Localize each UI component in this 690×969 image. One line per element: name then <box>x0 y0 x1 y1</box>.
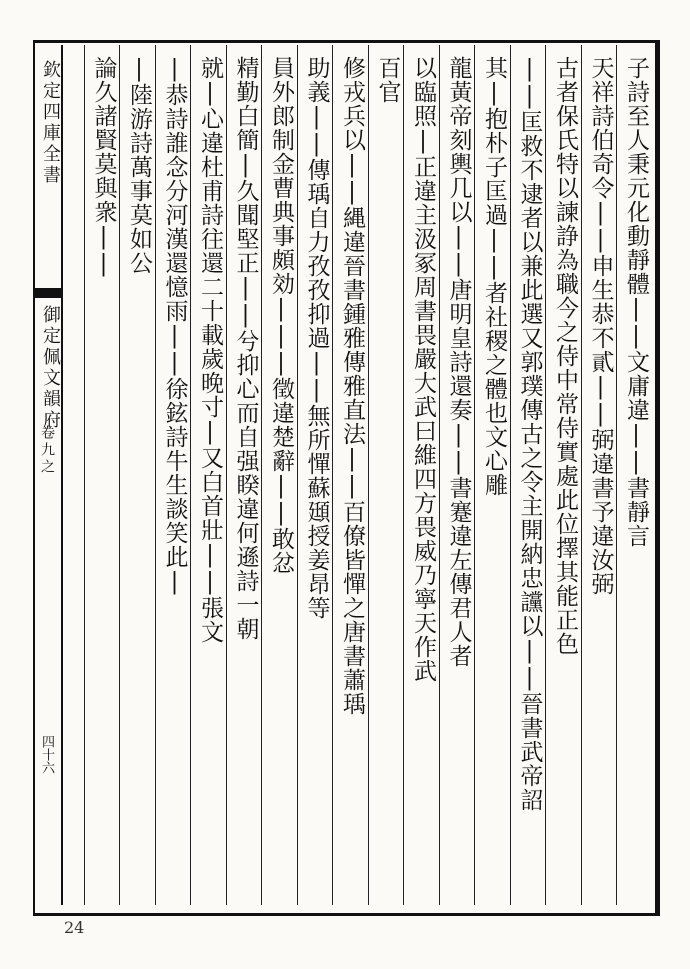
column-rule <box>297 45 298 905</box>
column-rule <box>332 45 333 905</box>
text-column: 古者保氏特以諫諍為職今之侍中常侍實處此位擇其能正色 <box>552 56 578 656</box>
column-rule <box>474 45 475 905</box>
column-rule <box>261 45 262 905</box>
column-rule <box>510 45 511 905</box>
column-rule <box>155 45 156 905</box>
column-rule <box>190 45 191 905</box>
column-rule <box>545 45 546 905</box>
margin-page-number: 四十六 <box>39 735 54 774</box>
text-column: ||匡救不逮者以兼此選又郭璞傳古之令主開納忠讜以||晉書武帝詔 <box>516 56 543 812</box>
margin-volume: 卷九之 <box>39 425 55 476</box>
text-column: 以臨照|正違主汲冢周書畏嚴大武曰維四方畏威乃寧天作武 <box>410 56 436 683</box>
text-column: |陸游詩萬事莫如公 <box>126 56 152 275</box>
text-column: 精勤白簡|久聞堅正||兮抑心而自强睽違何遜詩一朝 <box>232 56 259 641</box>
column-rule <box>226 45 227 905</box>
text-column: 龍黃帝刻輿几以||唐明皇詩還奏||書蹇違左傳君人者 <box>445 56 472 668</box>
bottom-number: 24 <box>64 918 85 937</box>
text-column: 就|心違杜甫詩往還二十載歲晚寸|又白首壯||張文 <box>197 56 223 644</box>
text-column: 子詩至人秉元化動靜體||文庸違||書靜言 <box>623 56 649 548</box>
text-column: 百官 <box>374 56 401 104</box>
column-rule <box>581 45 582 905</box>
fish-tail-mark <box>35 288 61 298</box>
column-rule <box>616 45 617 905</box>
column-rule <box>403 45 404 905</box>
text-column: 天祥詩伯奇令||申生恭不貳||弼違書予違汝弼 <box>587 56 614 596</box>
column-rule <box>368 45 369 905</box>
text-column: |恭詩誰念分河漢還憶雨||徐鉉詩牛生談笑此| <box>161 56 188 596</box>
column-rule <box>439 45 440 905</box>
column-rule <box>119 45 120 905</box>
column-rule <box>84 45 85 905</box>
text-column: 其|抱朴子匡過||者社稷之體也文心雕 <box>481 56 507 497</box>
text-column: 論久諸賢莫與衆|| <box>90 56 117 278</box>
margin-book-title: 御定佩文韻府 <box>40 305 61 431</box>
text-column: 修戎兵以||縄違晉書鍾雅傳雅直法||百僚皆憚之唐書蕭瑀 <box>339 56 365 716</box>
margin-top-title: 欽定四庫全書 <box>40 60 61 186</box>
text-column: 助義||傳瑀自力孜孜抑過||無所憚蘇頲授姜昂等 <box>303 56 330 620</box>
text-column: 員外郎制金曹典事頗効|||徵違楚辭||敢忿 <box>268 56 294 575</box>
